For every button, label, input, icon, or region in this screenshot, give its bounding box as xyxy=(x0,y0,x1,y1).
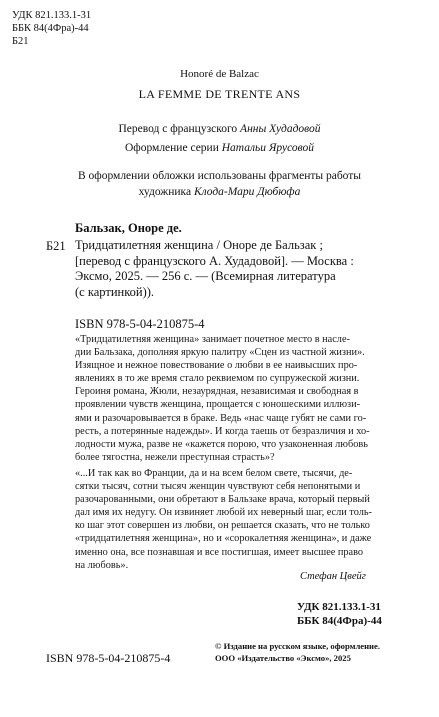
annotation-line: ями и разочаровывается в браке. Ведь «нас чаще губят не сами го- xyxy=(75,412,367,424)
annotation-line: ко шаг этот совершен из любви, он решается сказать, что не только xyxy=(75,520,370,532)
copyright-line: ООО «Издательство «Эксмо», 2025 xyxy=(215,652,351,663)
cover-note-line1: В оформлении обложки использованы фрагменты работы xyxy=(77,170,362,182)
catalog-author: Бальзак, Оноре де. xyxy=(75,221,182,235)
copyright-notice xyxy=(215,641,380,664)
annotation-line: Героиня романа, Жюли, незаурядная, независимая и свободная в xyxy=(75,386,359,398)
annotation-line: дал имя их недугу. Он извиняет любой их неверный шаг, если толь- xyxy=(75,507,372,519)
biblio-line: (с картинкой)). xyxy=(75,284,155,299)
isbn-footer: ISBN 978-5-04-210875-4 xyxy=(46,651,171,665)
annotation-line: более тягостна, нежели преступная страсть»? xyxy=(75,451,275,463)
catalog-code: Б21 xyxy=(46,239,66,253)
annotation-line: ресть, а потерянные надежды». И когда таешь от безразличия и хо- xyxy=(75,425,370,437)
translation-credit xyxy=(0,123,439,135)
catalog-isbn: ISBN 978-5-04-210875-4 xyxy=(75,317,205,331)
annotation-line: дии Бальзака, дополняя яркую палитру «Сцен из частной жизни». xyxy=(75,347,365,359)
annotation-line: разочарованными, они обретают в Бальзаке врача, который первый xyxy=(75,494,370,506)
udk-code: УДК 821.133.1-31 xyxy=(12,10,92,21)
translation-label: Перевод с французского xyxy=(118,123,241,135)
cover-artist-label: художника xyxy=(138,186,194,198)
annotation-line: Изящное и нежное повествование о любви в ее наивысших про- xyxy=(75,360,358,372)
annotation-line: проявлении чувств женщина, прощается с юношескими иллюзи- xyxy=(75,399,361,411)
udk-footer xyxy=(297,600,382,628)
design-label: Оформление серии xyxy=(124,142,222,154)
udk-code-footer: УДК 821.133.1-31 xyxy=(297,601,381,613)
author-mark: Б21 xyxy=(12,36,29,47)
bibliographic-description xyxy=(75,238,392,300)
biblio-line: Тридцатилетняя женщина / Оноре де Бальзак ; xyxy=(75,238,323,252)
original-title: LA FEMME DE TRENTE ANS xyxy=(138,87,301,101)
quote-signature: Стефан Цвейг xyxy=(300,571,366,582)
original-author: Honoré de Balzac xyxy=(180,68,259,80)
cover-artist-name: Клода-Мари Дюбюфа xyxy=(193,186,301,198)
design-credit xyxy=(0,142,439,154)
annotation-line: «Тридцатилетняя женщина» занимает почетное место в насле- xyxy=(75,334,350,345)
designer-name: Натальи Ярусовой xyxy=(221,142,315,154)
translator-name: Анны Худадовой xyxy=(240,123,321,135)
bbk-code: ББК 84(4Фра)-44 xyxy=(12,23,89,34)
copyright-line: © Издание на русском языке, оформление. xyxy=(215,641,380,651)
annotation-paragraph-2 xyxy=(75,467,401,572)
annotation-line: «...И так как во Франции, да и на всем белом свете, тысячи, де- xyxy=(75,468,353,479)
annotation-line: сятки тысяч, сотни тысяч женщин чувствуют себя непонятыми и xyxy=(75,481,361,493)
udk-header xyxy=(12,9,91,48)
annotation-line: явлениях в то же время стало реквиемом по супружеской жизни. xyxy=(75,373,360,385)
biblio-line: Эксмо, 2025. — 256 с. — (Всемирная литература xyxy=(75,269,336,283)
bbk-code-footer: ББК 84(4Фра)-44 xyxy=(297,615,382,627)
biblio-line: [перевод с французского А. Худадовой]. — Москва : xyxy=(75,253,354,268)
annotation-line: именно она, все познавшая и все постигшая, имеет высшее право xyxy=(75,546,364,558)
cover-note-line2 xyxy=(0,186,439,198)
annotation-line: на любовь». xyxy=(75,559,129,571)
annotation-line: лодности мужа, разве не «кажется порою, что узаконенная любовь xyxy=(75,438,368,450)
annotation-paragraph-1 xyxy=(75,333,401,464)
annotation-line: «тридцатилетняя женщина», но и «сорокалетняя женщина», и даже xyxy=(75,533,372,545)
